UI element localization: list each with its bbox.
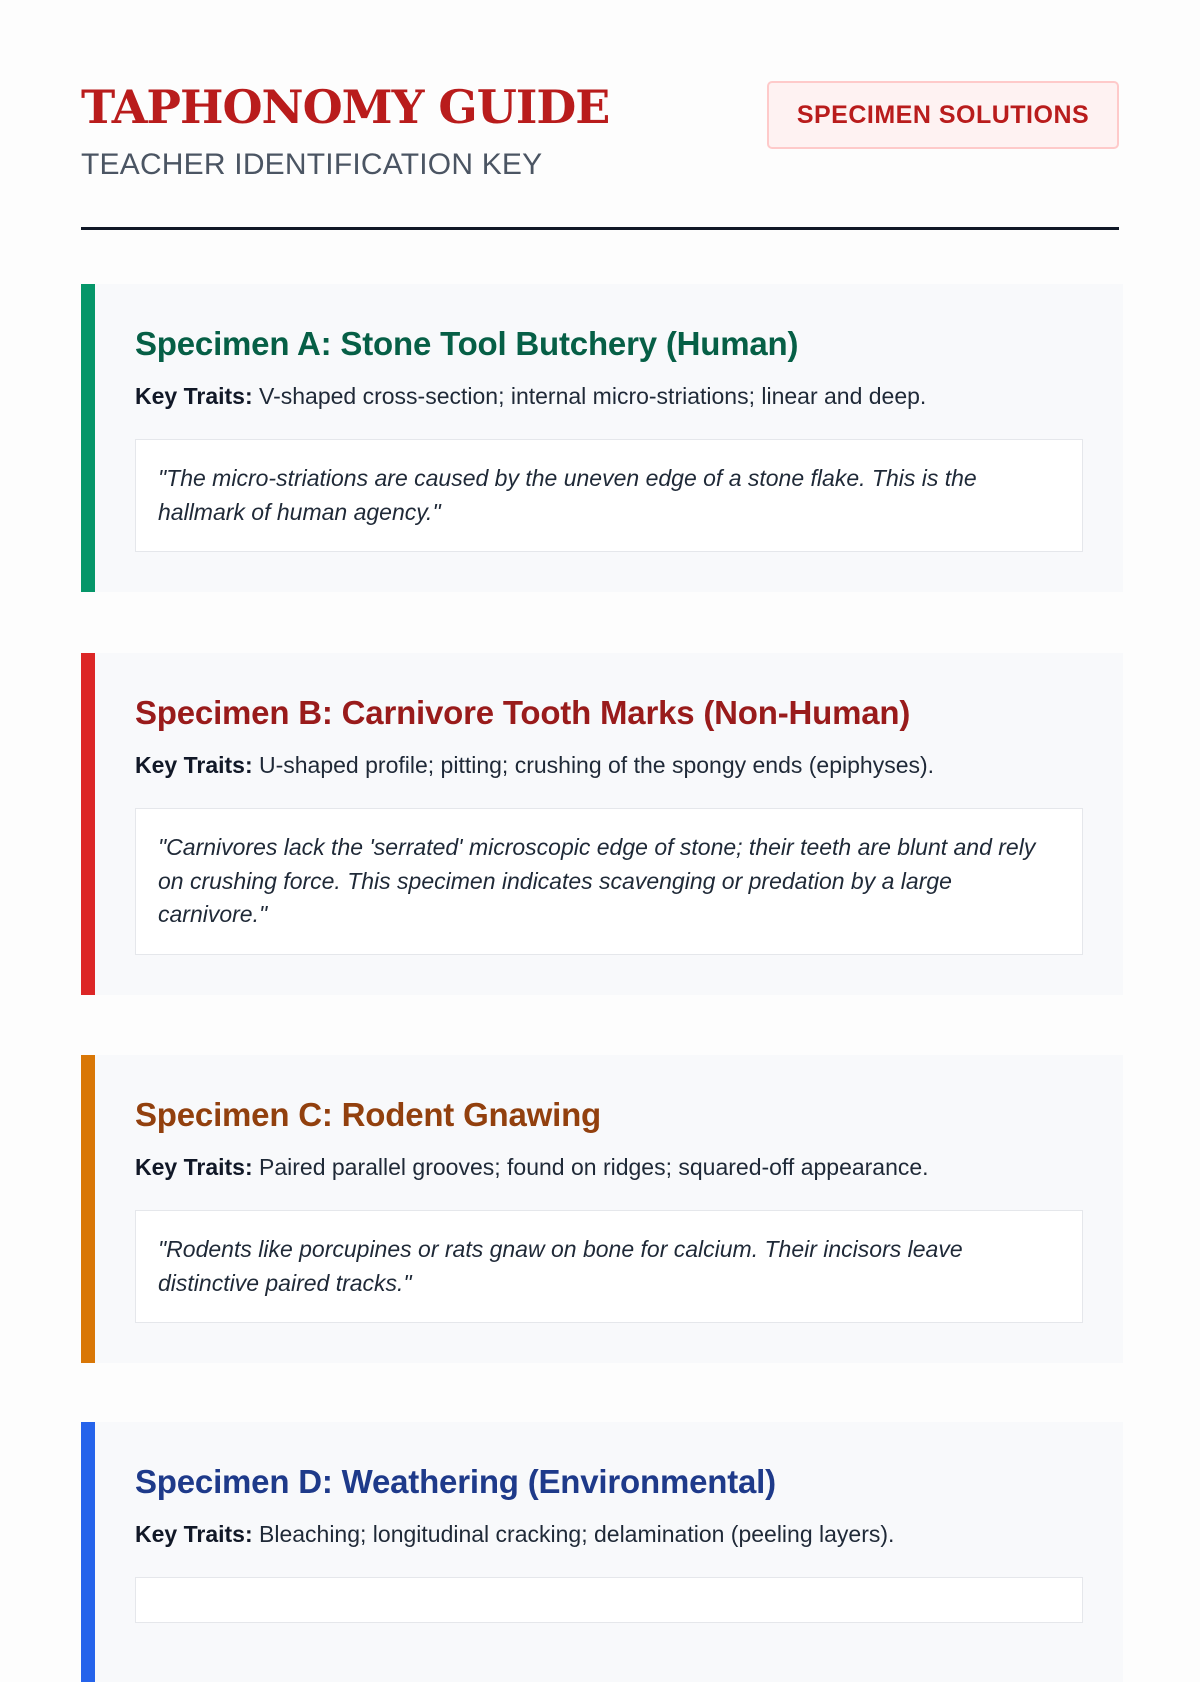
specimen-title: Specimen C: Rodent Gnawing: [135, 1096, 602, 1133]
traits-label: Key Traits:: [135, 751, 253, 778]
specimen-traits: [135, 382, 1083, 412]
specimen-card-d: [81, 1422, 1123, 1682]
specimen-note: "The micro-striations are caused by the uneven edge of a stone flake. This is the hallmark of human agency.": [135, 439, 1083, 552]
specimen-title: Specimen D: Weathering (Environmental): [135, 1463, 776, 1500]
traits-text: Paired parallel grooves; found on ridges; squared-off appearance.: [259, 1153, 929, 1180]
specimen-traits: [135, 751, 1083, 781]
specimen-traits: [135, 1520, 1083, 1550]
specimen-card-a: [81, 284, 1123, 592]
specimen-title: Specimen A: Stone Tool Butchery (Human): [135, 325, 799, 362]
specimen-note: "Carnivores lack the 'serrated' microscopic edge of stone; their teeth are blunt and rely on crushing force. This specimen indicates scavenging or predation by a large carnivore.": [135, 808, 1083, 954]
traits-label: Key Traits:: [135, 382, 253, 409]
specimen-title: Specimen B: Carnivore Tooth Marks (Non-Human): [135, 694, 911, 731]
traits-text: V-shaped cross-section; internal micro-striations; linear and deep.: [259, 382, 927, 409]
page-subtitle: TEACHER IDENTIFICATION KEY: [81, 148, 543, 181]
traits-text: U-shaped profile; pitting; crushing of the spongy ends (epiphyses).: [259, 751, 935, 778]
traits-label: Key Traits:: [135, 1520, 253, 1547]
specimen-note: "Rodents like porcupines or rats gnaw on bone for calcium. Their incisors leave distinctive paired tracks.": [135, 1210, 1083, 1323]
traits-label: Key Traits:: [135, 1153, 253, 1180]
specimen-note: [135, 1577, 1083, 1623]
traits-text: Bleaching; longitudinal cracking; delamination (peeling layers).: [259, 1520, 895, 1547]
specimen-traits: [135, 1153, 1083, 1183]
page-header: [81, 0, 1119, 230]
specimen-card-b: [81, 653, 1123, 995]
specimen-card-c: [81, 1055, 1123, 1363]
page-title: TAPHONOMY GUIDE: [81, 80, 610, 134]
header-divider: [81, 227, 1119, 230]
specimen-solutions-badge: SPECIMEN SOLUTIONS: [767, 81, 1119, 149]
